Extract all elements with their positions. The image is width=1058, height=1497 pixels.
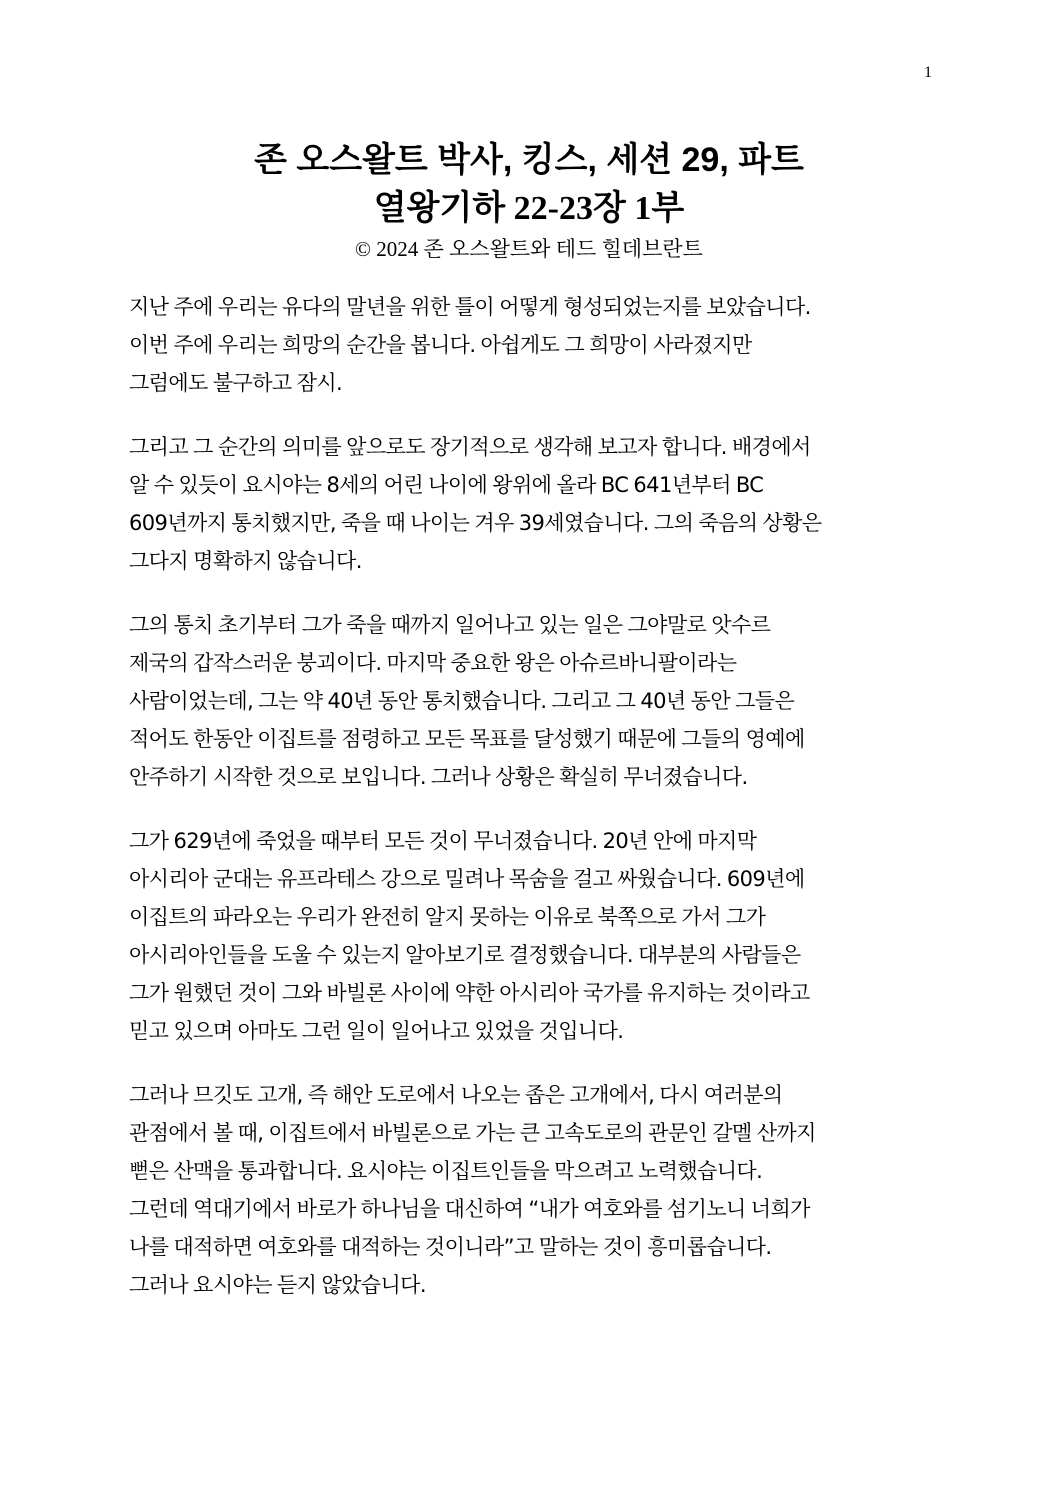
text-line: 지난 주에 우리는 유다의 말년을 위한 틀이 어떻게 형성되었는지를 보았습니다. bbox=[129, 295, 811, 319]
paragraph bbox=[129, 428, 929, 580]
text-line: 그러나 므깃도 고개, 즉 해안 도로에서 나오는 좁은 고개에서, 다시 여러분의 bbox=[129, 1083, 783, 1107]
paragraph bbox=[129, 822, 929, 1050]
text-line: 관점에서 볼 때, 이집트에서 바빌론으로 가는 큰 고속도로의 관문인 갈멜 산까지 bbox=[129, 1121, 816, 1145]
document-body bbox=[129, 288, 929, 1330]
paragraph bbox=[129, 1076, 929, 1304]
document-header bbox=[0, 136, 1058, 264]
text-line: 아시리아인들을 도울 수 있는지 알아보기로 결정했습니다. 대부분의 사람들은 bbox=[129, 943, 801, 967]
text-line: 뻗은 산맥을 통과합니다. 요시야는 이집트인들을 막으려고 노력했습니다. bbox=[129, 1159, 763, 1183]
text-line: 알 수 있듯이 요시야는 8세의 어린 나이에 왕위에 올라 BC 641년부터 BC bbox=[129, 473, 764, 497]
copyright-notice: © 2024 존 오스왈트와 테드 힐데브란트 bbox=[355, 237, 703, 261]
text-line: 적어도 한동안 이집트를 점령하고 모든 목표를 달성했기 때문에 그들의 영예에 bbox=[129, 727, 805, 751]
text-line: 이번 주에 우리는 희망의 순간을 봅니다. 아쉽게도 그 희망이 사라졌지만 bbox=[129, 333, 752, 357]
text-line: 그런데 역대기에서 바로가 하나님을 대신하여 “내가 여호와를 섬기노니 너희가 bbox=[129, 1197, 810, 1221]
text-line: 사람이었는데, 그는 약 40년 동안 통치했습니다. 그리고 그 40년 동안 그들은 bbox=[129, 689, 795, 713]
text-line: 믿고 있으며 아마도 그런 일이 일어나고 있었을 것입니다. bbox=[129, 1019, 624, 1043]
text-line: 이집트의 파라오는 우리가 완전히 알지 못하는 이유로 북쪽으로 가서 그가 bbox=[129, 905, 766, 929]
text-line: 그의 통치 초기부터 그가 죽을 때까지 일어나고 있는 일은 그야말로 앗수르 bbox=[129, 613, 771, 637]
page-number: 1 bbox=[924, 64, 932, 81]
paragraph bbox=[129, 606, 929, 796]
text-line: 그가 원했던 것이 그와 바빌론 사이에 약한 아시리아 국가를 유지하는 것이라고 bbox=[129, 981, 810, 1005]
text-line: 그다지 명확하지 않습니다. bbox=[129, 549, 362, 573]
text-line: 그리고 그 순간의 의미를 앞으로도 장기적으로 생각해 보고자 합니다. 배경에서 bbox=[129, 435, 811, 459]
text-line: 그럼에도 불구하고 잠시. bbox=[129, 371, 343, 395]
text-line: 제국의 갑작스러운 붕괴이다. 마지막 중요한 왕은 아슈르바니팔이라는 bbox=[129, 651, 737, 675]
text-line: 609년까지 통치했지만, 죽을 때 나이는 겨우 39세였습니다. 그의 죽음의 상황은 bbox=[129, 511, 822, 535]
text-line: 나를 대적하면 여호와를 대적하는 것이니라”고 말하는 것이 흥미롭습니다. bbox=[129, 1235, 772, 1259]
text-line: 그러나 요시야는 듣지 않았습니다. bbox=[129, 1273, 426, 1297]
paragraph bbox=[129, 288, 929, 402]
document-title-line-1: 존 오스왈트 박사, 킹스, 세션 29, 파트 bbox=[254, 141, 804, 179]
text-line: 아시리아 군대는 유프라테스 강으로 밀려나 목숨을 걸고 싸웠습니다. 609년에 bbox=[129, 867, 805, 891]
text-line: 그가 629년에 죽었을 때부터 모든 것이 무너졌습니다. 20년 안에 마지막 bbox=[129, 829, 757, 853]
text-line: 안주하기 시작한 것으로 보입니다. 그러나 상황은 확실히 무너졌습니다. bbox=[129, 765, 748, 789]
document-title-line-2: 열왕기하 22-23장 1부 bbox=[373, 190, 685, 227]
